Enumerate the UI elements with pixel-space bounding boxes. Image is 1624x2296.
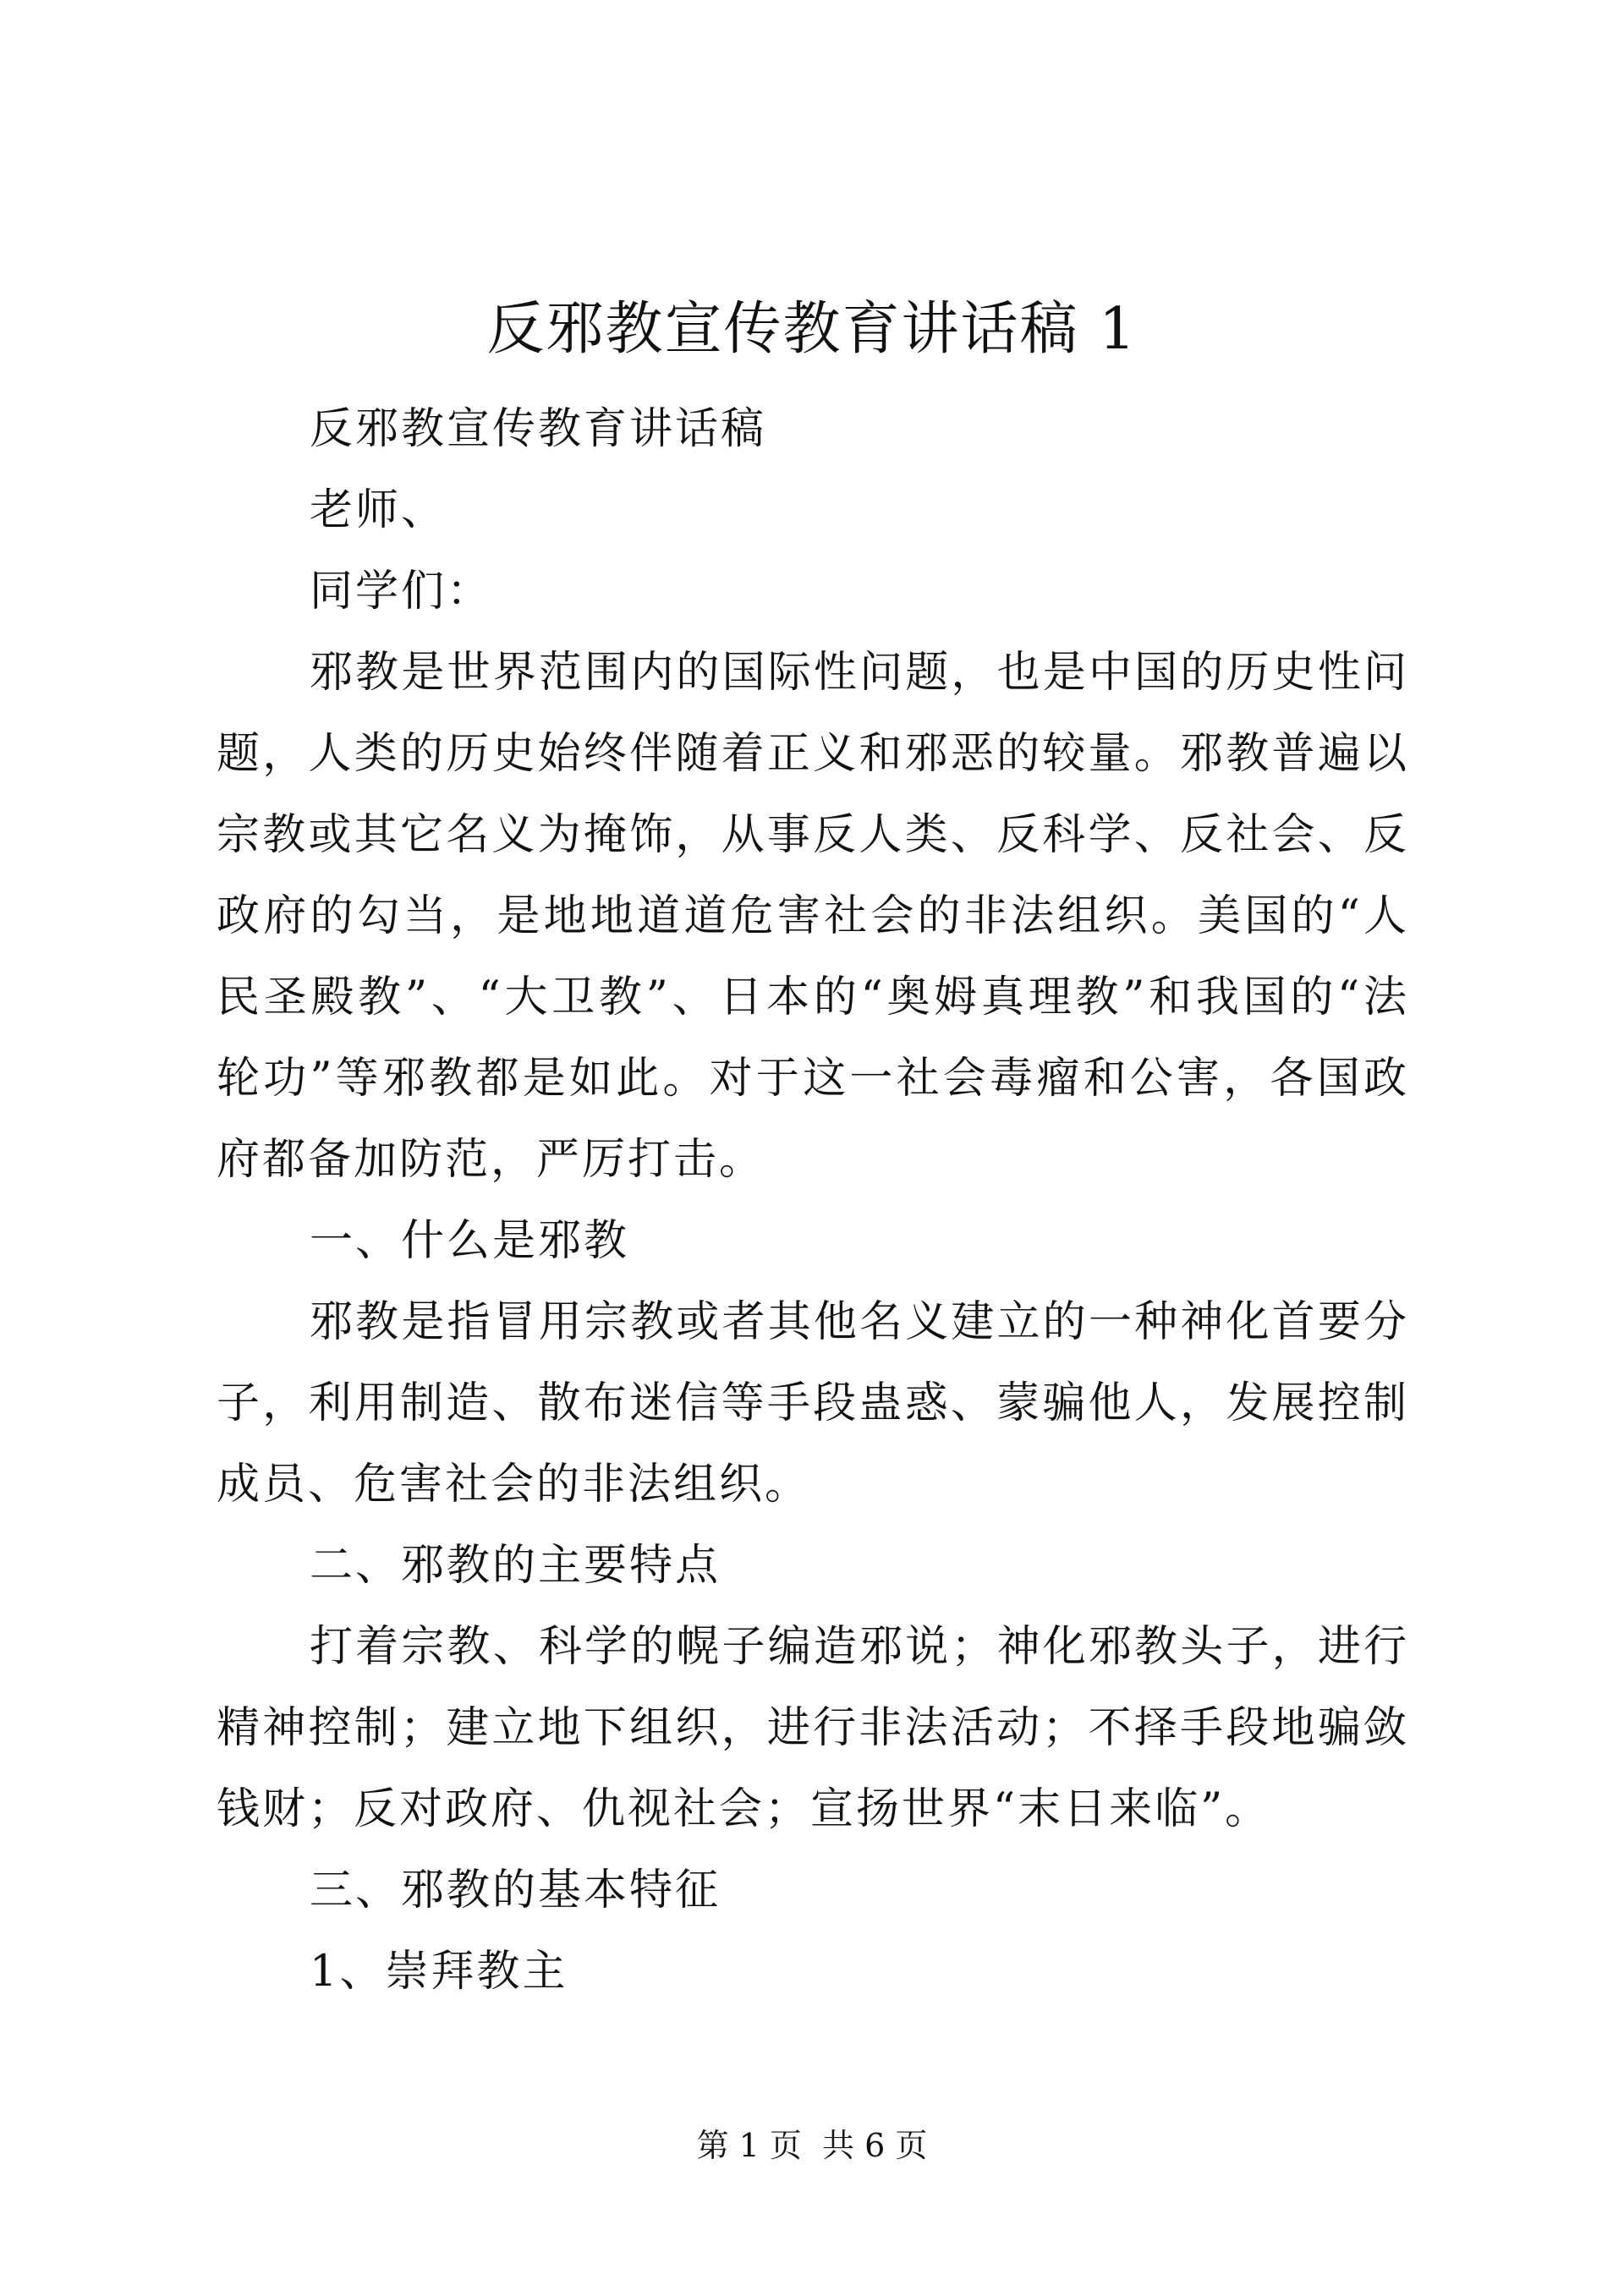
section-heading-1: 一、什么是邪教 — [310, 1216, 630, 1266]
paragraph-definition: 邪教是指冒用宗教或者其他名义建立的一种神化首要分子，利用制造、散布迷信等手段蛊惑、蒙骗他人，发展控制成员、危害社会的非法组织。 — [217, 1297, 1409, 1510]
page-total: 共 6 页 — [822, 2127, 928, 2164]
section-heading-3: 三、邪教的基本特征 — [310, 1866, 721, 1915]
document-title: 反邪教宣传教育讲话稿 1 — [486, 296, 1138, 363]
paragraph-intro: 邪教是世界范围内的国际性问题，也是中国的历史性问题，人类的历史始终伴随着正义和邪恶的较量。邪教普遍以宗教或其它名义为掩饰，从事反人类、反科学、反社会、反政府的勾当，是地地道道危害社会的非法组织。美国的“人民圣殿教”、“大卫教”、日本的“奥姆真理教”和我国的“法轮功”等邪教都是如此。对于这一社会毒瘤和公害，各国政府都备加防范，严厉打击。 — [217, 648, 1409, 1185]
section-heading-2: 二、邪教的主要特点 — [310, 1541, 721, 1591]
subsection-heading-1: 1、崇拜教主 — [310, 1947, 568, 1997]
paragraph-salutation-teachers: 老师、 — [310, 485, 447, 535]
page-number: 第 1 页 — [696, 2127, 802, 2164]
paragraph-salutation-students: 同学们： — [310, 567, 493, 616]
paragraph-features: 打着宗教、科学的幌子编造邪说；神化邪教头子，进行精神控制；建立地下组织，进行非法活动；不择手段地骗敛钱财；反对政府、仇视社会；宣扬世界“末日来临”。 — [217, 1622, 1409, 1834]
paragraph-subtitle: 反邪教宣传教育讲话稿 — [310, 404, 767, 454]
page-footer — [0, 2124, 1624, 2167]
document-body — [217, 389, 1409, 2013]
